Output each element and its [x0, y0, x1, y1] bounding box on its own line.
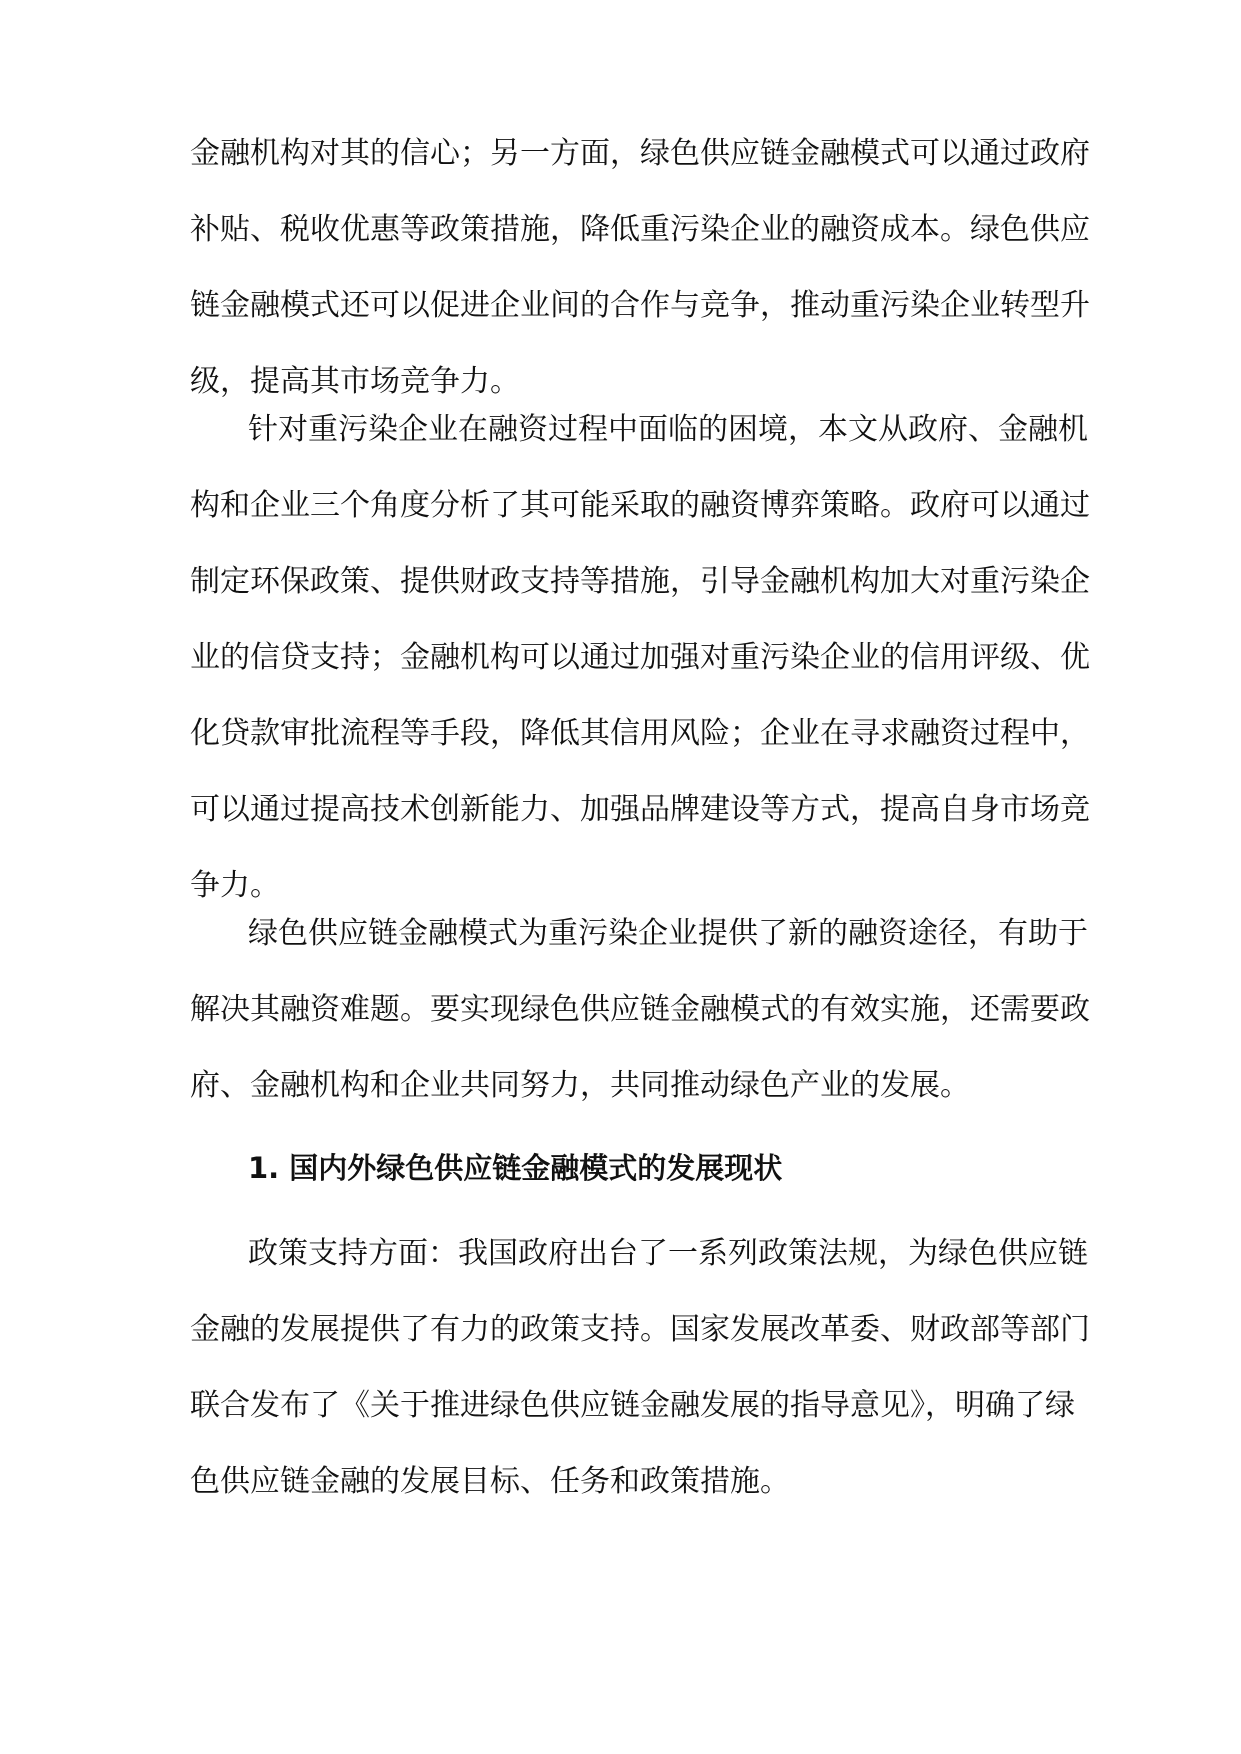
paragraph-line: 色供应链金融的发展目标、任务和政策措施。 [190, 1464, 790, 1499]
paragraph-line: 府、金融机构和企业共同努力，共同推动绿色产业的发展。 [190, 1068, 970, 1103]
paragraph-line: 联合发布了《关于推进绿色供应链金融发展的指导意见》，明确了绿 [190, 1388, 1075, 1423]
paragraph-line: 业的信贷支持；金融机构可以通过加强对重污染企业的信用评级、优 [190, 640, 1090, 675]
paragraph-line: 补贴、税收优惠等政策措施，降低重污染企业的融资成本。绿色供应 [190, 212, 1090, 247]
section-paragraph [190, 1216, 1090, 1520]
paragraph-line: 解决其融资难题。要实现绿色供应链金融模式的有效实施，还需要政 [190, 992, 1090, 1027]
paragraph-line: 金融的发展提供了有力的政策支持。国家发展改革委、财政部等部门 [190, 1312, 1090, 1347]
paragraph-line: 链金融模式还可以促进企业间的合作与竞争，推动重污染企业转型升 [190, 288, 1090, 323]
paragraph-line: 争力。 [190, 868, 280, 903]
paragraph-3 [190, 896, 1090, 1124]
section-heading-block [190, 1130, 1055, 1206]
paragraph-2 [190, 392, 1090, 924]
section-heading: 1. 国内外绿色供应链金融模式的发展现状 [248, 1151, 783, 1185]
paragraph-line: 可以通过提高技术创新能力、加强品牌建设等方式，提高自身市场竞 [190, 792, 1090, 827]
paragraph-line: 化贷款审批流程等手段，降低其信用风险；企业在寻求融资过程中， [190, 716, 1090, 751]
paragraph-line: 制定环保政策、提供财政支持等措施，引导金融机构加大对重污染企 [190, 564, 1090, 599]
paragraph-line: 绿色供应链金融模式为重污染企业提供了新的融资途径，有助于 [248, 916, 1088, 951]
paragraph-line: 金融机构对其的信心；另一方面，绿色供应链金融模式可以通过政府 [190, 136, 1090, 171]
paragraph-1 [190, 116, 1090, 420]
paragraph-line: 政策支持方面：我国政府出台了一系列政策法规，为绿色供应链 [248, 1236, 1088, 1271]
paragraph-line: 构和企业三个角度分析了其可能采取的融资博弈策略。政府可以通过 [190, 488, 1090, 523]
paragraph-line: 针对重污染企业在融资过程中面临的困境，本文从政府、金融机 [248, 412, 1088, 447]
paragraph-line: 级，提高其市场竞争力。 [190, 364, 520, 399]
